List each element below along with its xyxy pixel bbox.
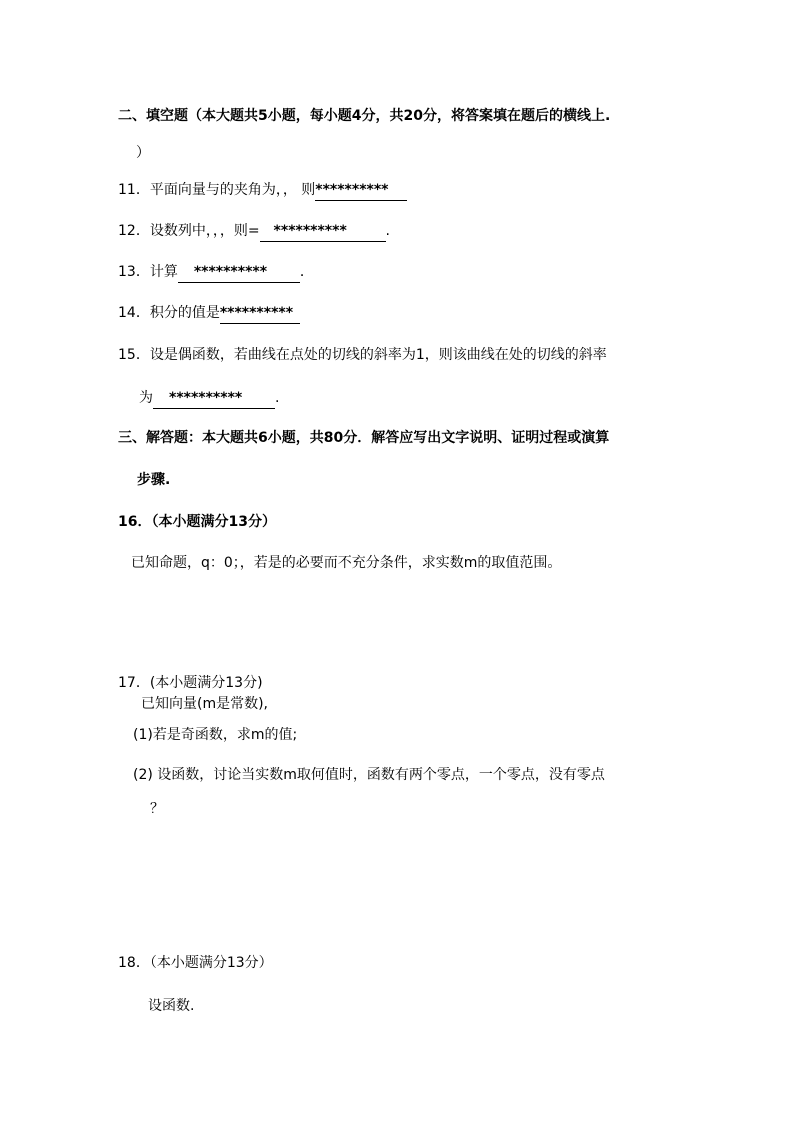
question-14-text: 14．积分的值是 — [118, 305, 220, 321]
question-17-part-2-continued: ？ — [150, 801, 164, 817]
question-15-answer-blank — [153, 388, 275, 409]
question-12-text: 12．设数列中，，，则= — [118, 223, 260, 239]
question-11-answer-blank — [315, 180, 407, 201]
question-12-answer-blank — [260, 221, 386, 242]
question-13 — [118, 262, 314, 283]
question-15-continued — [139, 388, 279, 409]
question-14 — [118, 303, 300, 324]
question-11 — [118, 180, 407, 201]
question-14-answer: ********** — [219, 305, 294, 321]
question-18-title: 18．（本小题满分13分） — [118, 955, 273, 971]
question-15-tail: . — [275, 390, 280, 406]
question-16-body: 已知命题，q：0；，若是的必要而不充分条件，求实数m的取值范围。 — [131, 555, 562, 571]
section-2-heading: 二、填空题（本大题共5小题，每小题4分，共20分，将答案填在题后的横线上. — [118, 108, 611, 124]
question-18-body: 设函数. — [148, 998, 195, 1014]
question-13-answer: ********** — [193, 264, 268, 280]
section-3-heading: 三、解答题：本大题共6小题，共80分．解答应写出文字说明、证明过程或演算 — [118, 430, 610, 446]
question-17-intro: 已知向量(m是常数), — [141, 696, 269, 712]
section-3-heading-continued: 步骤. — [137, 472, 171, 488]
question-16-title: 16．（本小题满分13分） — [118, 514, 276, 530]
question-11-answer: ********** — [315, 182, 389, 198]
question-12-answer: ********** — [273, 223, 347, 239]
question-17-part-2: (2) 设函数，讨论当实数m取何值时，函数有两个零点，一个零点，没有零点 — [133, 767, 605, 783]
question-12 — [118, 221, 390, 242]
question-15-text-continued: 为 — [139, 390, 153, 406]
question-11-text: 11．平面向量与的夹角为，， 则 — [118, 182, 316, 198]
question-15-answer: ********** — [169, 390, 243, 406]
question-15-text: 15．设是偶函数，若曲线在点处的切线的斜率为1，则该曲线在处的切线的斜率 — [118, 347, 607, 363]
question-17-part-1: (1)若是奇函数，求m的值; — [133, 727, 298, 743]
question-13-text: 13．计算 — [118, 264, 178, 280]
section-2-heading-continued: ） — [136, 145, 150, 161]
question-12-tail: . — [385, 223, 390, 239]
question-13-tail: ． — [299, 264, 314, 280]
question-14-answer-blank — [220, 303, 300, 324]
question-17-title: 17．(本小题满分13分) — [118, 675, 263, 691]
question-13-answer-blank — [178, 262, 300, 283]
